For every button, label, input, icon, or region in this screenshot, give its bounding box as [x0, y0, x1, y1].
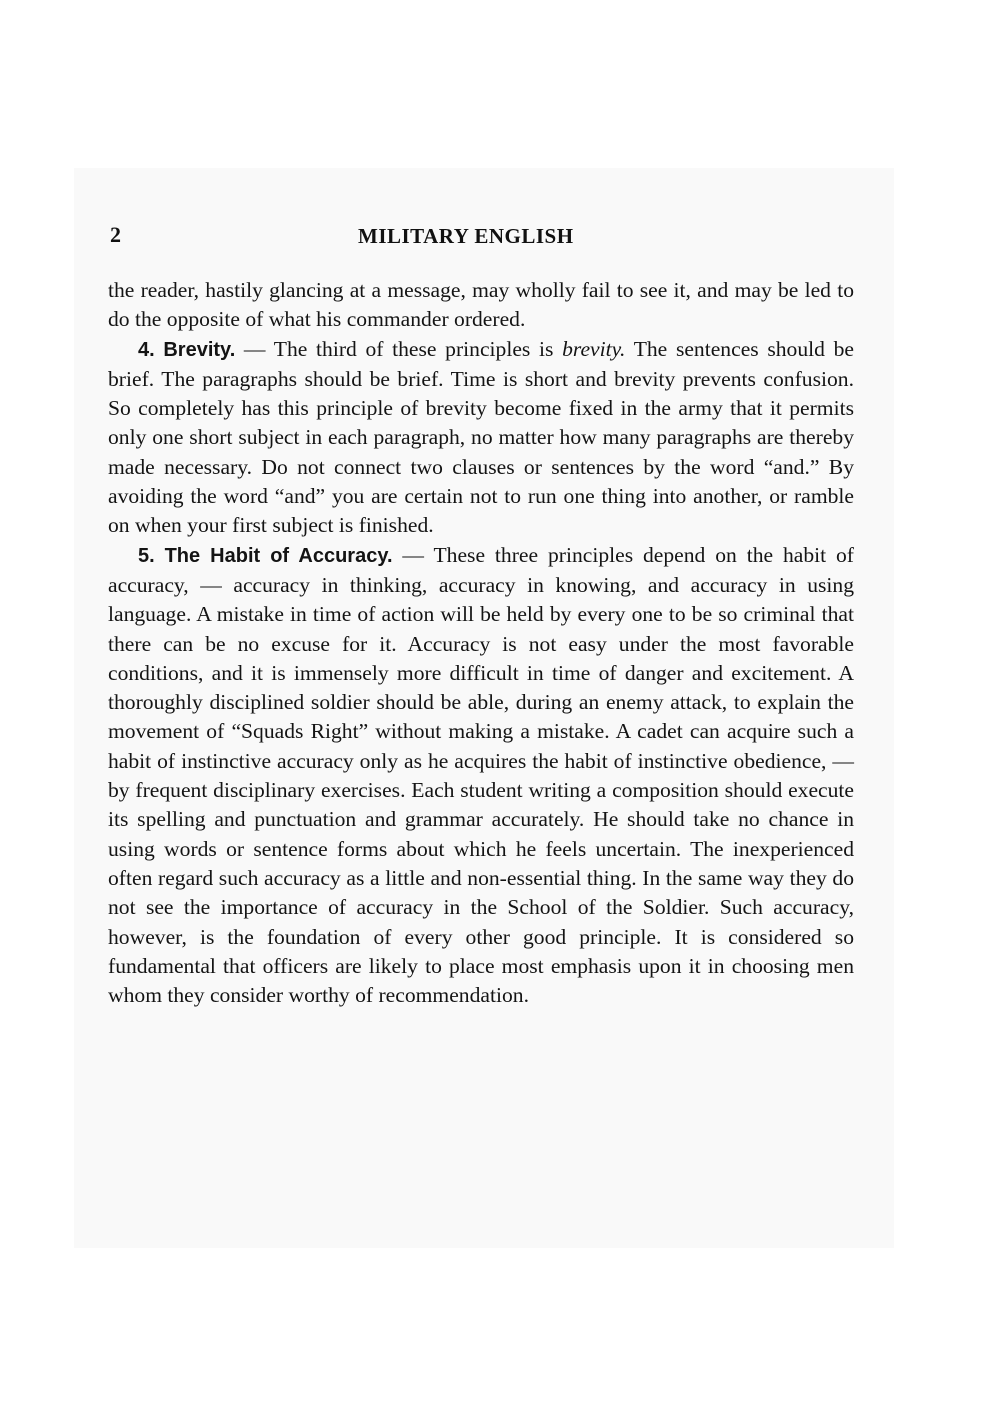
section-number-accuracy: 5.: [138, 544, 155, 567]
paragraph-accuracy: [108, 541, 854, 1011]
page-number: 2: [110, 222, 121, 247]
paragraph-continuation-text: the reader, hastily glancing at a message, may wholly fail to see it, and may be led to do the opposite of what his commander ordered.: [108, 278, 854, 332]
body-text: [108, 276, 854, 1010]
brevity-lead-text: — The third of these principles is: [235, 336, 563, 361]
running-head: MILITARY ENGLISH: [358, 224, 574, 248]
paragraph-continuation: [108, 276, 854, 335]
section-title-accuracy: The Habit of Accuracy.: [164, 544, 393, 567]
page-header: [108, 222, 854, 252]
paragraph-brevity: [108, 335, 854, 541]
section-number-brevity: 4.: [138, 338, 155, 361]
brevity-emphasis: brevity.: [562, 336, 626, 361]
section-title-brevity: Brevity.: [163, 338, 236, 361]
brevity-body-text: The sentences should be brief. The paragraphs should be brief. Time is short and brevity prevents confusion. So completely has this principle of brevity become fixed in the army that it permits only one short subject in each paragraph, no matter how many paragraphs are thereby made necessary. Do not connect two clauses or sentences by the word “and.” By avoiding the word “and” you are certain not to run one thing into another, or ramble on when your first subject is finished.: [108, 336, 854, 538]
accuracy-body-text: — These three principles depend on the habit of accuracy, — accuracy in thinking, accuracy in knowing, and accuracy in using language. A mistake in time of action will be held by every one to be so criminal that there can be no excuse for it. Accuracy is not easy under the most favorable conditions, and it is immensely more difficult in time of danger and excitement. A thoroughly disciplined soldier should be able, during an enemy attack, to explain the movement of “Squads Right” without making a mistake. A cadet can acquire such a habit of instinctive accuracy only as he acquires the habit of instinctive obedience, — by frequent disciplinary exercises. Each student writing a composition should execute its spelling and punctuation and grammar accurately. He should take no chance in using words or sentence forms about which he feels uncertain. The inexperienced often regard such accuracy as a little and non-essential thing. In the same way they do not see the importance of accuracy in the School of the Soldier. Such accuracy, however, is the foundation of every other good principle. It is considered so fundamental that officers are likely to place most emphasis upon it in choosing men whom they consider worthy of recommendation.: [108, 542, 854, 1008]
